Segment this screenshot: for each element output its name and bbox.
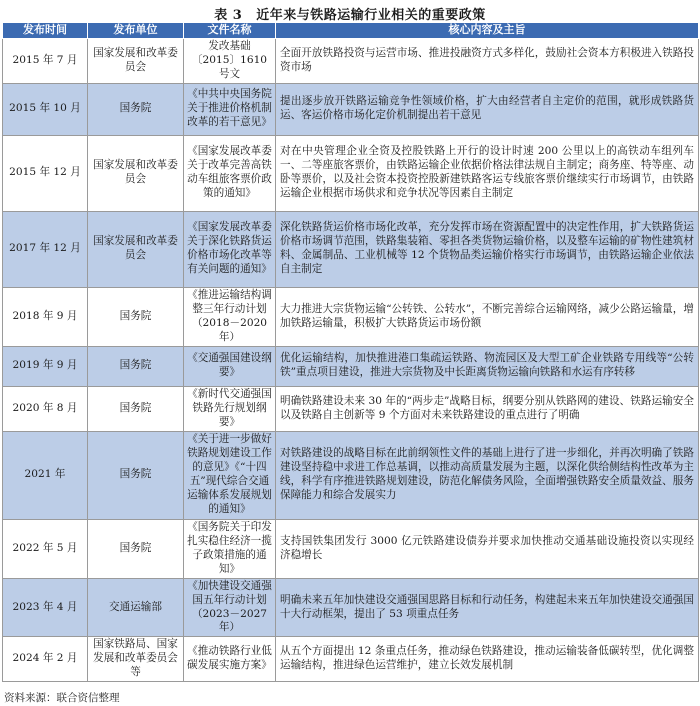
cell-doc: 《国务院关于印发扎实稳住经济一揽子政策措施的通知》 [184,519,276,578]
cell-unit: 国务院 [88,83,184,135]
cell-unit: 国务院 [88,519,184,578]
cell-unit: 国家发展和改革委员会 [88,135,184,211]
cell-date: 2024 年 2 月 [3,637,88,682]
table-title: 近年来与铁路运输行业相关的重要政策 [256,8,486,23]
cell-content: 对在中央管理企业全资及控股铁路上开行的设计时速 200 公里以上的高铁动车组列车一、二等座旅客票价，由铁路运输企业依据价格法律法规自主制定；商务座、特等座、动卧等票价，以及社会资本投资控股新建铁路客运专线旅客票价继续实行市场调节，由铁路运输企业根据市场供求和竞争状况等因素自主制定 [276,135,699,211]
header-content: 核心内容及主旨 [276,23,699,39]
table-row [3,83,699,135]
cell-doc: 《关于进一步做好铁路规划建设工作的意见》《“十四五”现代综合交通运输体系发展规划的通知》 [184,431,276,519]
cell-unit: 国家铁路局、国家发展和改革委员会等 [88,637,184,682]
cell-date: 2019 年 9 月 [3,346,88,386]
cell-doc: 《推动铁路行业低碳发展实施方案》 [184,637,276,682]
cell-unit: 国务院 [88,287,184,346]
header-doc: 文件名称 [184,23,276,39]
cell-unit: 国家发展和改革委员会 [88,39,184,84]
source-note: 资料来源：联合资信整理 [4,692,120,704]
cell-doc: 《中共中央国务院关于推进价格机制改革的若干意见》 [184,83,276,135]
table-row [3,211,699,287]
cell-date: 2021 年 [3,431,88,519]
cell-date: 2015 年 12 月 [3,135,88,211]
table-row [3,578,699,637]
cell-date: 2015 年 7 月 [3,39,88,84]
header-unit: 发布单位 [88,23,184,39]
cell-content: 提出逐步放开铁路运输竞争性领域价格，扩大由经营者自主定价的范围，就形成铁路货运、客运价格市场化定价机制提出若干意见 [276,83,699,135]
table-row [3,39,699,84]
table-row [3,637,699,682]
table-number: 表 3 [214,8,243,23]
cell-doc: 《国家发展改革委关于深化铁路货运价格市场化改革等有关问题的通知》 [184,211,276,287]
cell-doc: 《国家发展改革委关于改革完善高铁动车组旅客票价政策的通知》 [184,135,276,211]
table-row [3,287,699,346]
policy-table [2,22,699,682]
cell-date: 2022 年 5 月 [3,519,88,578]
cell-date: 2017 年 12 月 [3,211,88,287]
table-row [3,519,699,578]
table-row [3,386,699,431]
cell-doc: 《加快建设交通强国五年行动计划（2023－2027 年） [184,578,276,637]
cell-date: 2023 年 4 月 [3,578,88,637]
cell-unit: 国务院 [88,386,184,431]
cell-content: 明确未来五年加快建设交通强国思路目标和行动任务，构建起未来五年加快建设交通强国十大行动框架，提出了 53 项重点任务 [276,578,699,637]
table-header-row [3,23,699,39]
cell-content: 从五个方面提出 12 条重点任务，推动绿色铁路建设，推动运输装备低碳转型，优化调整运输结构，推进绿色运营维护，建立长效发展机制 [276,637,699,682]
table-caption [0,4,700,23]
cell-doc: 《新时代交通强国铁路先行规划纲要》 [184,386,276,431]
cell-unit: 国务院 [88,346,184,386]
cell-doc: 发改基础〔2015〕1610 号文 [184,39,276,84]
cell-content: 全面开放铁路投资与运营市场、推进投融资方式多样化，鼓励社会资本方积极进入铁路投资市场 [276,39,699,84]
cell-content: 支持国铁集团发行 3000 亿元铁路建设债券并要求加快推动交通基础设施投资以实现经济稳增长 [276,519,699,578]
table-row [3,135,699,211]
table-row [3,346,699,386]
table-row [3,431,699,519]
cell-unit: 国务院 [88,431,184,519]
cell-content: 明确铁路建设未来 30 年的“两步走”战略目标，纲要分别从铁路网的建设、铁路运输安全以及铁路自主创新等 9 个方面对未来铁路建设的重点进行了明确 [276,386,699,431]
cell-date: 2018 年 9 月 [3,287,88,346]
cell-doc: 《推进运输结构调整三年行动计划（2018－2020 年） [184,287,276,346]
cell-doc: 《交通强国建设纲要》 [184,346,276,386]
cell-content: 大力推进大宗货物运输“公转铁、公转水”，不断完善综合运输网络，减少公路运输量，增加铁路运输量，积极扩大铁路货运市场份额 [276,287,699,346]
cell-date: 2015 年 10 月 [3,83,88,135]
cell-unit: 交通运输部 [88,578,184,637]
header-date: 发布时间 [3,23,88,39]
cell-unit: 国家发展和改革委员会 [88,211,184,287]
cell-content: 深化铁路货运价格市场化改革，充分发挥市场在资源配置中的决定性作用，扩大铁路货运价格市场调节范围，铁路集装箱、零担各类货物运输价格，以及整车运输的矿物性建筑材料、金属制品、工业机械等 12 个货物品类运输价格实行市场调节，由铁路运输企业依法自主制定 [276,211,699,287]
table-body [3,39,699,682]
cell-date: 2020 年 8 月 [3,386,88,431]
cell-content: 优化运输结构，加快推进港口集疏运铁路、物流园区及大型工矿企业铁路专用线等“公转铁”重点项目建设，推进大宗货物及中长距离货物运输向铁路和水运有序转移 [276,346,699,386]
cell-content: 对铁路建设的战略目标在此前纲领性文件的基础上进行了进一步细化，并再次明确了铁路建设坚持稳中求进工作总基调，以推动高质量发展为主题，以深化供给侧结构性改革为主线，科学有序推进铁路规划建设，防范化解债务风险，全面增强铁路安全质量效益、服务保障能力和综合发展实力 [276,431,699,519]
